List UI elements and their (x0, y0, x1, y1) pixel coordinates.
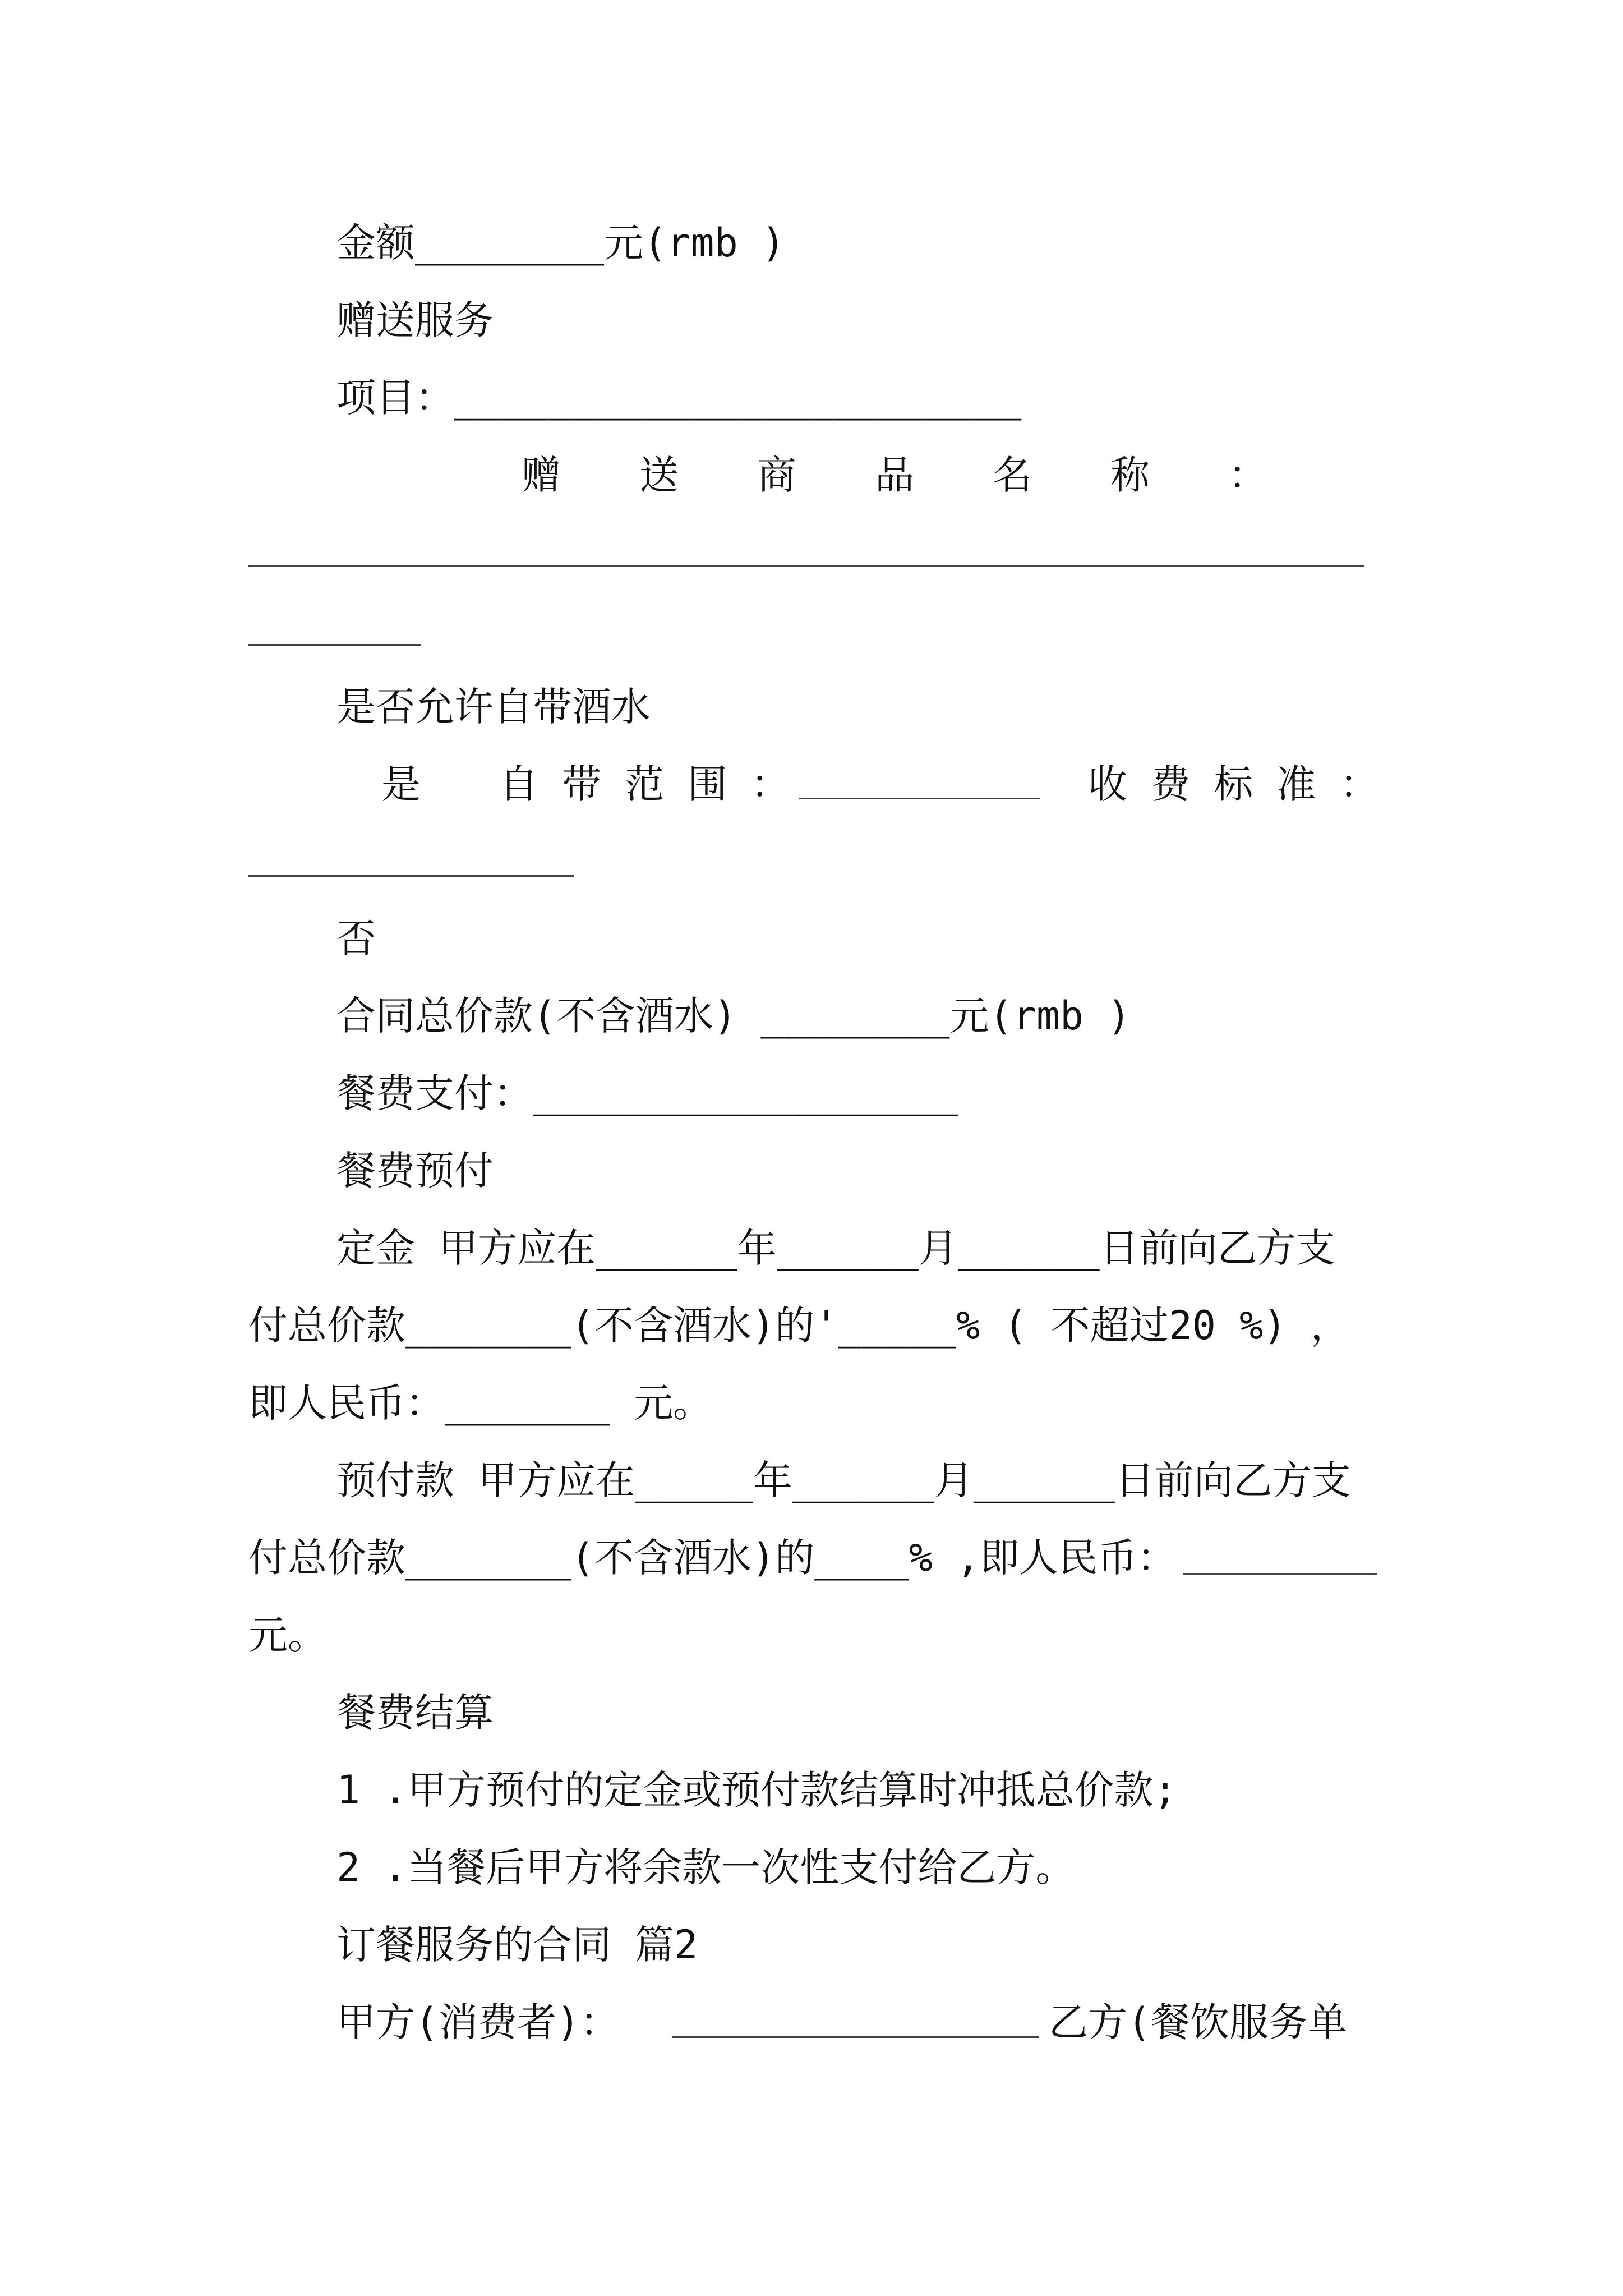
prepayment-line-2: 付总价款_______(不含酒水)的____% ,即人民币： (248, 1535, 1177, 1581)
own-drinks-scope-line: 是 自 带 范 围 ： (381, 761, 790, 807)
amount-line: 金额________元(rmb ) (336, 220, 786, 266)
party-a-label: 甲方(消费者)： (336, 1999, 620, 2045)
blank-rule-rmb (1183, 1573, 1377, 1575)
item-line: 项目：________________________ (336, 375, 1022, 421)
gift-service-heading: 赠送服务 (336, 297, 494, 343)
deposit-line-1: 定金 甲方应在______年______月______日前向乙方支 (336, 1225, 1335, 1271)
gift-goods-name-line: 赠 送 商 品 名 称 ： (522, 452, 1267, 498)
party-b-label: 乙方(餐饮服务单 (1049, 1999, 1348, 2045)
settlement-item-2: 2 .当餐后甲方将余款一次性支付给乙方。 (336, 1844, 1075, 1890)
blank-rule-short (248, 644, 421, 646)
meal-settlement-heading: 餐费结算 (336, 1690, 494, 1736)
blank-rule-fee (248, 875, 574, 877)
deposit-line-2: 付总价款_______(不含酒水)的'_____% ( 不超过20 %) ， (248, 1303, 1350, 1349)
total-price-line: 合同总价款(不含酒水) ________元(rmb ) (336, 993, 1131, 1039)
settlement-item-1: 1 .甲方预付的定金或预付款结算时冲抵总价款; (336, 1767, 1177, 1813)
meal-prepay-heading: 餐费预付 (336, 1148, 494, 1194)
blank-rule-party-a (672, 2036, 1039, 2038)
prepayment-line-1: 预付款 甲方应在_____年______月______日前向乙方支 (336, 1457, 1351, 1503)
fee-standard-line: 收 费 标 准 ： (1088, 761, 1379, 807)
prepayment-line-3: 元。 (248, 1612, 327, 1658)
own-drinks-question: 是否允许自带酒水 (336, 684, 651, 730)
contract-section-title: 订餐服务的合同 篇2 (336, 1922, 698, 1968)
meal-payment-line: 餐费支付：__________________ (336, 1070, 958, 1116)
blank-rule-long (248, 565, 1364, 567)
blank-rule-scope (799, 798, 1040, 799)
deposit-line-3: 即人民币：_______ 元。 (248, 1380, 713, 1426)
no-option: 否 (336, 915, 376, 961)
